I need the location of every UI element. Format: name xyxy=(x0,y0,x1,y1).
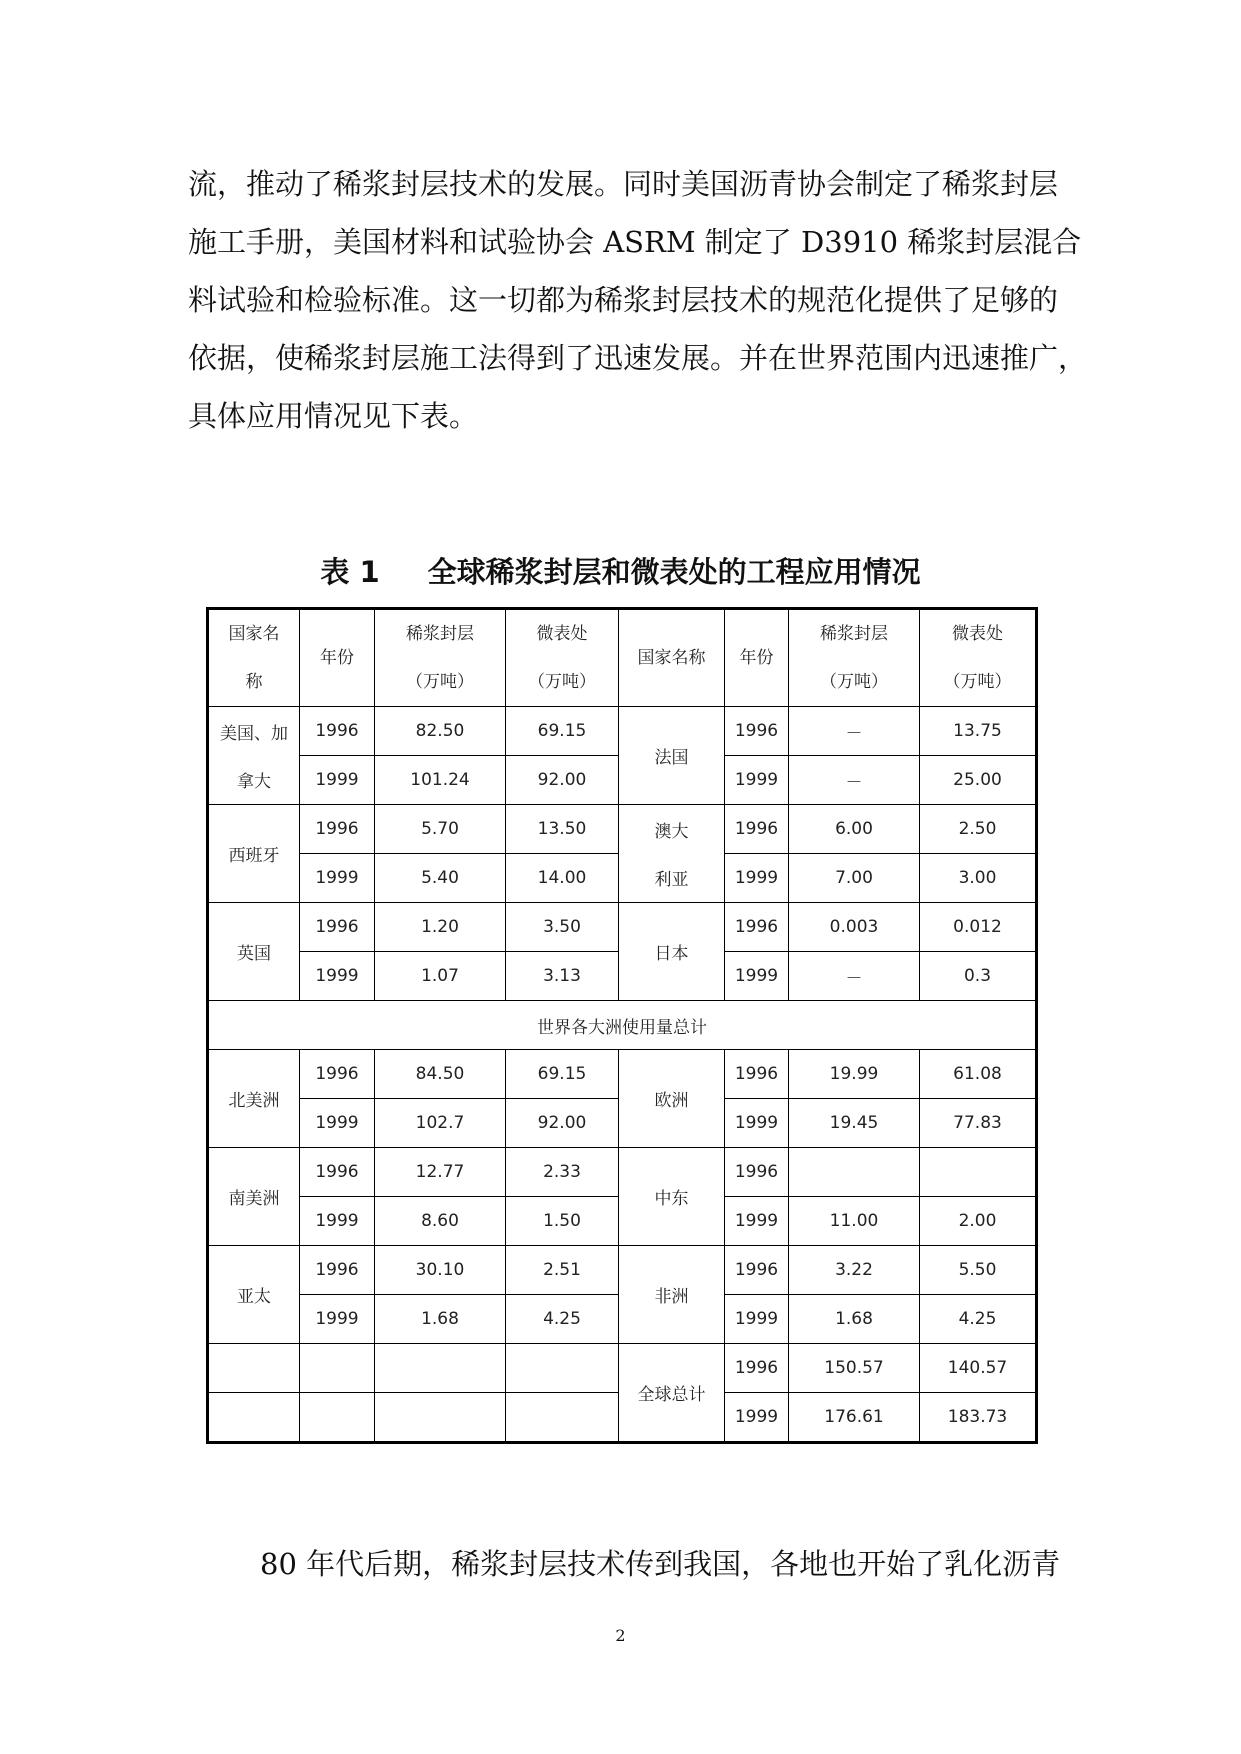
value-cell: 140.57 xyxy=(920,1344,1037,1393)
paragraph-line: 依据，使稀浆封层施工法得到了迅速发展。并在世界范围内迅速推广， xyxy=(188,341,1088,375)
year-cell: 1999 xyxy=(300,1197,375,1246)
year-cell: 1999 xyxy=(725,854,789,903)
year-cell: 1996 xyxy=(300,903,375,952)
region-cell: 南美洲 xyxy=(208,1148,300,1246)
country-cell: 澳大 xyxy=(619,805,725,854)
global-total-cell: 全球总计 xyxy=(619,1344,725,1443)
year-cell: 1999 xyxy=(725,756,789,805)
value-cell: 2.33 xyxy=(506,1148,619,1197)
value-cell xyxy=(920,1148,1037,1197)
country-cell: 美国、加 xyxy=(208,707,300,756)
value-cell: 2.50 xyxy=(920,805,1037,854)
year-cell: 1996 xyxy=(725,1050,789,1099)
year-cell: 1999 xyxy=(725,1099,789,1148)
year-cell: 1999 xyxy=(300,1099,375,1148)
empty-cell xyxy=(300,1344,375,1393)
year-cell: 1999 xyxy=(725,952,789,1001)
value-cell: 0.3 xyxy=(920,952,1037,1001)
value-cell: 12.77 xyxy=(375,1148,506,1197)
value-cell: 30.10 xyxy=(375,1246,506,1295)
year-cell: 1996 xyxy=(725,1246,789,1295)
value-cell: 61.08 xyxy=(920,1050,1037,1099)
header-country: 国家名 称 xyxy=(208,609,300,707)
value-cell: 3.50 xyxy=(506,903,619,952)
value-cell: 176.61 xyxy=(789,1393,920,1443)
value-cell: 3.22 xyxy=(789,1246,920,1295)
value-cell: 5.70 xyxy=(375,805,506,854)
header-slurry-seal: 稀浆封层 （万吨） xyxy=(789,609,920,707)
year-cell: 1999 xyxy=(725,1197,789,1246)
region-cell: 非洲 xyxy=(619,1246,725,1344)
value-cell: 11.00 xyxy=(789,1197,920,1246)
paragraph-line: 料试验和检验标准。这一切都为稀浆封层技术的规范化提供了足够的 xyxy=(188,283,1059,317)
table-row xyxy=(208,903,1037,952)
value-cell: 5.40 xyxy=(375,854,506,903)
header-year: 年份 xyxy=(300,609,375,707)
table-number: 表 1 xyxy=(320,555,380,589)
value-cell: 13.75 xyxy=(920,707,1037,756)
value-cell: 8.60 xyxy=(375,1197,506,1246)
value-cell: 69.15 xyxy=(506,1050,619,1099)
paragraph-line: 具体应用情况见下表。 xyxy=(188,399,479,433)
value-cell: 6.00 xyxy=(789,805,920,854)
table-title: 全球稀浆封层和微表处的工程应用情况 xyxy=(427,555,921,589)
year-cell: 1996 xyxy=(300,707,375,756)
country-cell: 英国 xyxy=(208,903,300,1001)
empty-cell xyxy=(300,1393,375,1443)
year-cell: 1996 xyxy=(725,805,789,854)
year-cell: 1996 xyxy=(300,1246,375,1295)
country-cell: 拿大 xyxy=(208,756,300,805)
value-cell: 101.24 xyxy=(375,756,506,805)
value-cell: 77.83 xyxy=(920,1099,1037,1148)
year-cell: 1996 xyxy=(300,1050,375,1099)
value-cell: 13.50 xyxy=(506,805,619,854)
value-cell: 1.07 xyxy=(375,952,506,1001)
header-micro-surfacing: 微表处 （万吨） xyxy=(920,609,1037,707)
value-cell: － xyxy=(789,756,920,805)
year-cell: 1999 xyxy=(300,854,375,903)
region-cell: 北美洲 xyxy=(208,1050,300,1148)
empty-cell xyxy=(506,1393,619,1443)
paragraph-line: 80 年代后期，稀浆封层技术传到我国，各地也开始了乳化沥青 xyxy=(260,1547,1061,1581)
value-cell: － xyxy=(789,707,920,756)
value-cell: 14.00 xyxy=(506,854,619,903)
paragraph-line: 施工手册，美国材料和试验协会 ASRM 制定了 D3910 稀浆封层混合 xyxy=(188,225,1082,259)
value-cell: 4.25 xyxy=(506,1295,619,1344)
value-cell: 1.68 xyxy=(789,1295,920,1344)
year-cell: 1996 xyxy=(725,903,789,952)
value-cell: 19.99 xyxy=(789,1050,920,1099)
country-cell: 日本 xyxy=(619,903,725,1001)
value-cell: 84.50 xyxy=(375,1050,506,1099)
table-caption xyxy=(0,550,1241,591)
year-cell: 1999 xyxy=(300,756,375,805)
table-row xyxy=(208,1050,1037,1099)
year-cell: 1996 xyxy=(300,805,375,854)
application-table xyxy=(206,607,1038,1444)
header-micro-surfacing: 微表处 （万吨） xyxy=(506,609,619,707)
intro-paragraph xyxy=(188,155,1088,445)
table-row xyxy=(208,1344,1037,1393)
value-cell: 92.00 xyxy=(506,756,619,805)
value-cell: 82.50 xyxy=(375,707,506,756)
page-number: 2 xyxy=(615,1626,626,1645)
region-cell: 欧洲 xyxy=(619,1050,725,1148)
region-cell: 亚太 xyxy=(208,1246,300,1344)
year-cell: 1999 xyxy=(300,952,375,1001)
header-year: 年份 xyxy=(725,609,789,707)
value-cell: 0.012 xyxy=(920,903,1037,952)
year-cell: 1996 xyxy=(725,1148,789,1197)
value-cell: 69.15 xyxy=(506,707,619,756)
value-cell: 102.7 xyxy=(375,1099,506,1148)
country-cell: 法国 xyxy=(619,707,725,805)
header-slurry-seal: 稀浆封层 （万吨） xyxy=(375,609,506,707)
value-cell: 183.73 xyxy=(920,1393,1037,1443)
value-cell: 25.00 xyxy=(920,756,1037,805)
value-cell: － xyxy=(789,952,920,1001)
value-cell: 3.00 xyxy=(920,854,1037,903)
empty-cell xyxy=(208,1344,300,1393)
year-cell: 1999 xyxy=(725,1295,789,1344)
value-cell: 19.45 xyxy=(789,1099,920,1148)
country-cell: 利亚 xyxy=(619,854,725,903)
section-row xyxy=(208,1001,1037,1050)
year-cell: 1996 xyxy=(725,1344,789,1393)
value-cell: 0.003 xyxy=(789,903,920,952)
value-cell xyxy=(789,1148,920,1197)
closing-paragraph xyxy=(188,1535,1061,1593)
value-cell: 92.00 xyxy=(506,1099,619,1148)
year-cell: 1999 xyxy=(725,1393,789,1443)
empty-cell xyxy=(506,1344,619,1393)
value-cell: 150.57 xyxy=(789,1344,920,1393)
section-title: 世界各大洲使用量总计 xyxy=(208,1001,1037,1050)
region-cell: 中东 xyxy=(619,1148,725,1246)
empty-cell xyxy=(208,1393,300,1443)
value-cell: 1.50 xyxy=(506,1197,619,1246)
table-row xyxy=(208,707,1037,756)
value-cell: 2.51 xyxy=(506,1246,619,1295)
country-cell: 西班牙 xyxy=(208,805,300,903)
year-cell: 1999 xyxy=(300,1295,375,1344)
value-cell: 5.50 xyxy=(920,1246,1037,1295)
header-country: 国家名称 xyxy=(619,609,725,707)
value-cell: 1.68 xyxy=(375,1295,506,1344)
year-cell: 1996 xyxy=(725,707,789,756)
value-cell: 2.00 xyxy=(920,1197,1037,1246)
table-row xyxy=(208,1246,1037,1295)
empty-cell xyxy=(375,1344,506,1393)
value-cell: 3.13 xyxy=(506,952,619,1001)
value-cell: 7.00 xyxy=(789,854,920,903)
table-header-row xyxy=(208,609,1037,707)
value-cell: 1.20 xyxy=(375,903,506,952)
paragraph-line: 流，推动了稀浆封层技术的发展。同时美国沥青协会制定了稀浆封层 xyxy=(188,167,1059,201)
empty-cell xyxy=(375,1393,506,1443)
table-row xyxy=(208,854,1037,903)
year-cell: 1996 xyxy=(300,1148,375,1197)
value-cell: 4.25 xyxy=(920,1295,1037,1344)
table-row xyxy=(208,805,1037,854)
table-row xyxy=(208,1148,1037,1197)
